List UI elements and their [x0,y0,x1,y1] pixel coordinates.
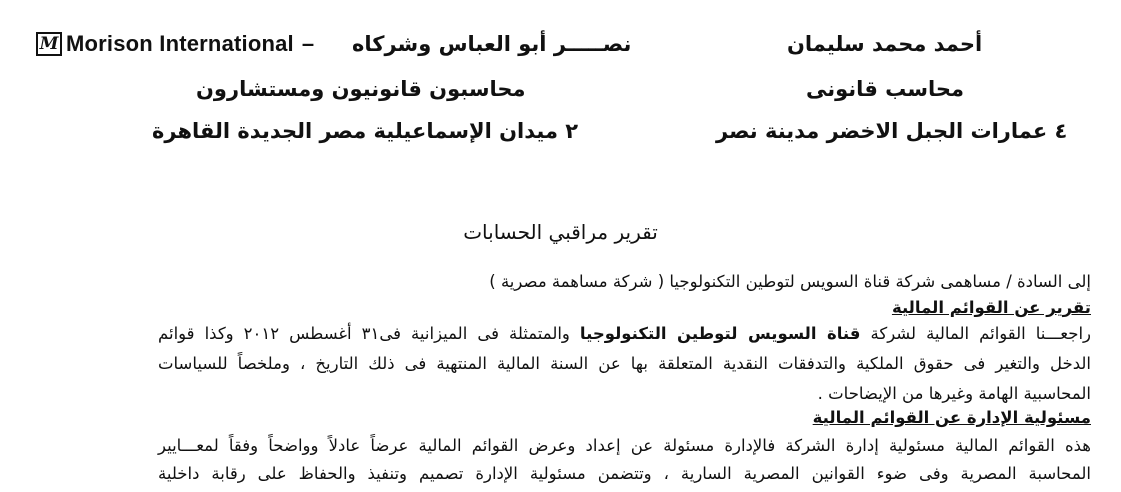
section-heading-financial-report: تقرير عن القوائم المالية [891,298,1091,317]
paragraph-line: المحاسبة المصرية وفى ضوء القوانين المصرية السارية ، وتتضمن مسئولية الإدارة تصميم وتنفيذ والحفاظ على رقابة داخلية [158,464,1091,483]
accountant-name: أحمد محمد سليمان [787,32,983,56]
company-name: قناة السويس لتوطين التكنولوجيا [579,324,861,343]
morison-logo [36,30,314,58]
firm-brand: Morison International [66,31,294,56]
morison-logo-icon: M [36,32,62,56]
accountant-address: ٤ عمارات الجبل الاخضر مدينة نصر [716,119,1068,143]
paragraph-text: راجعـــنا القوائم المالية لشركة [860,324,1091,343]
accountant-title: محاسب قانونى [806,77,965,101]
firm-address: ٢ ميدان الإسماعيلية مصر الجديدة القاهرة [152,119,579,143]
paragraph-line: الدخل والتغير فى حقوق الملكية والتدفقات النقدية المتعلقة بها عن السنة المالية المنتهية فى ذلك التاريخ ، وملخصاً للسياسات [158,354,1091,373]
section-heading-management-responsibility: مسئولية الإدارة عن القوائم المالية [812,408,1091,427]
paragraph-line: هذه القوائم المالية مسئولية إدارة الشركة فالإدارة مسئولة عن إعداد وعرض القوائم المالية عرضاً عادلاً وواضحاً وفقاً لمعـــايير [158,436,1091,455]
addressee-line: إلى السادة / مساهمى شركة قناة السويس لتوطين التكنولوجيا ( شركة مساهمة مصرية ) [489,272,1091,291]
paragraph-line [158,322,1091,346]
paragraph-line: المحاسبية الهامة وغيرها من الإيضاحات . [817,384,1091,403]
report-title: تقرير مراقبي الحسابات [463,220,658,244]
paragraph-text: والمتمثلة فى الميزانية فى٣١ أغسطس ٢٠١٢ وكذا قوائم [158,324,580,343]
brand-dash: – [301,31,315,56]
firm-name: نصـــــر أبو العباس وشركاه [352,32,632,56]
firm-subtitle: محاسبون قانونيون ومستشارون [196,77,526,101]
